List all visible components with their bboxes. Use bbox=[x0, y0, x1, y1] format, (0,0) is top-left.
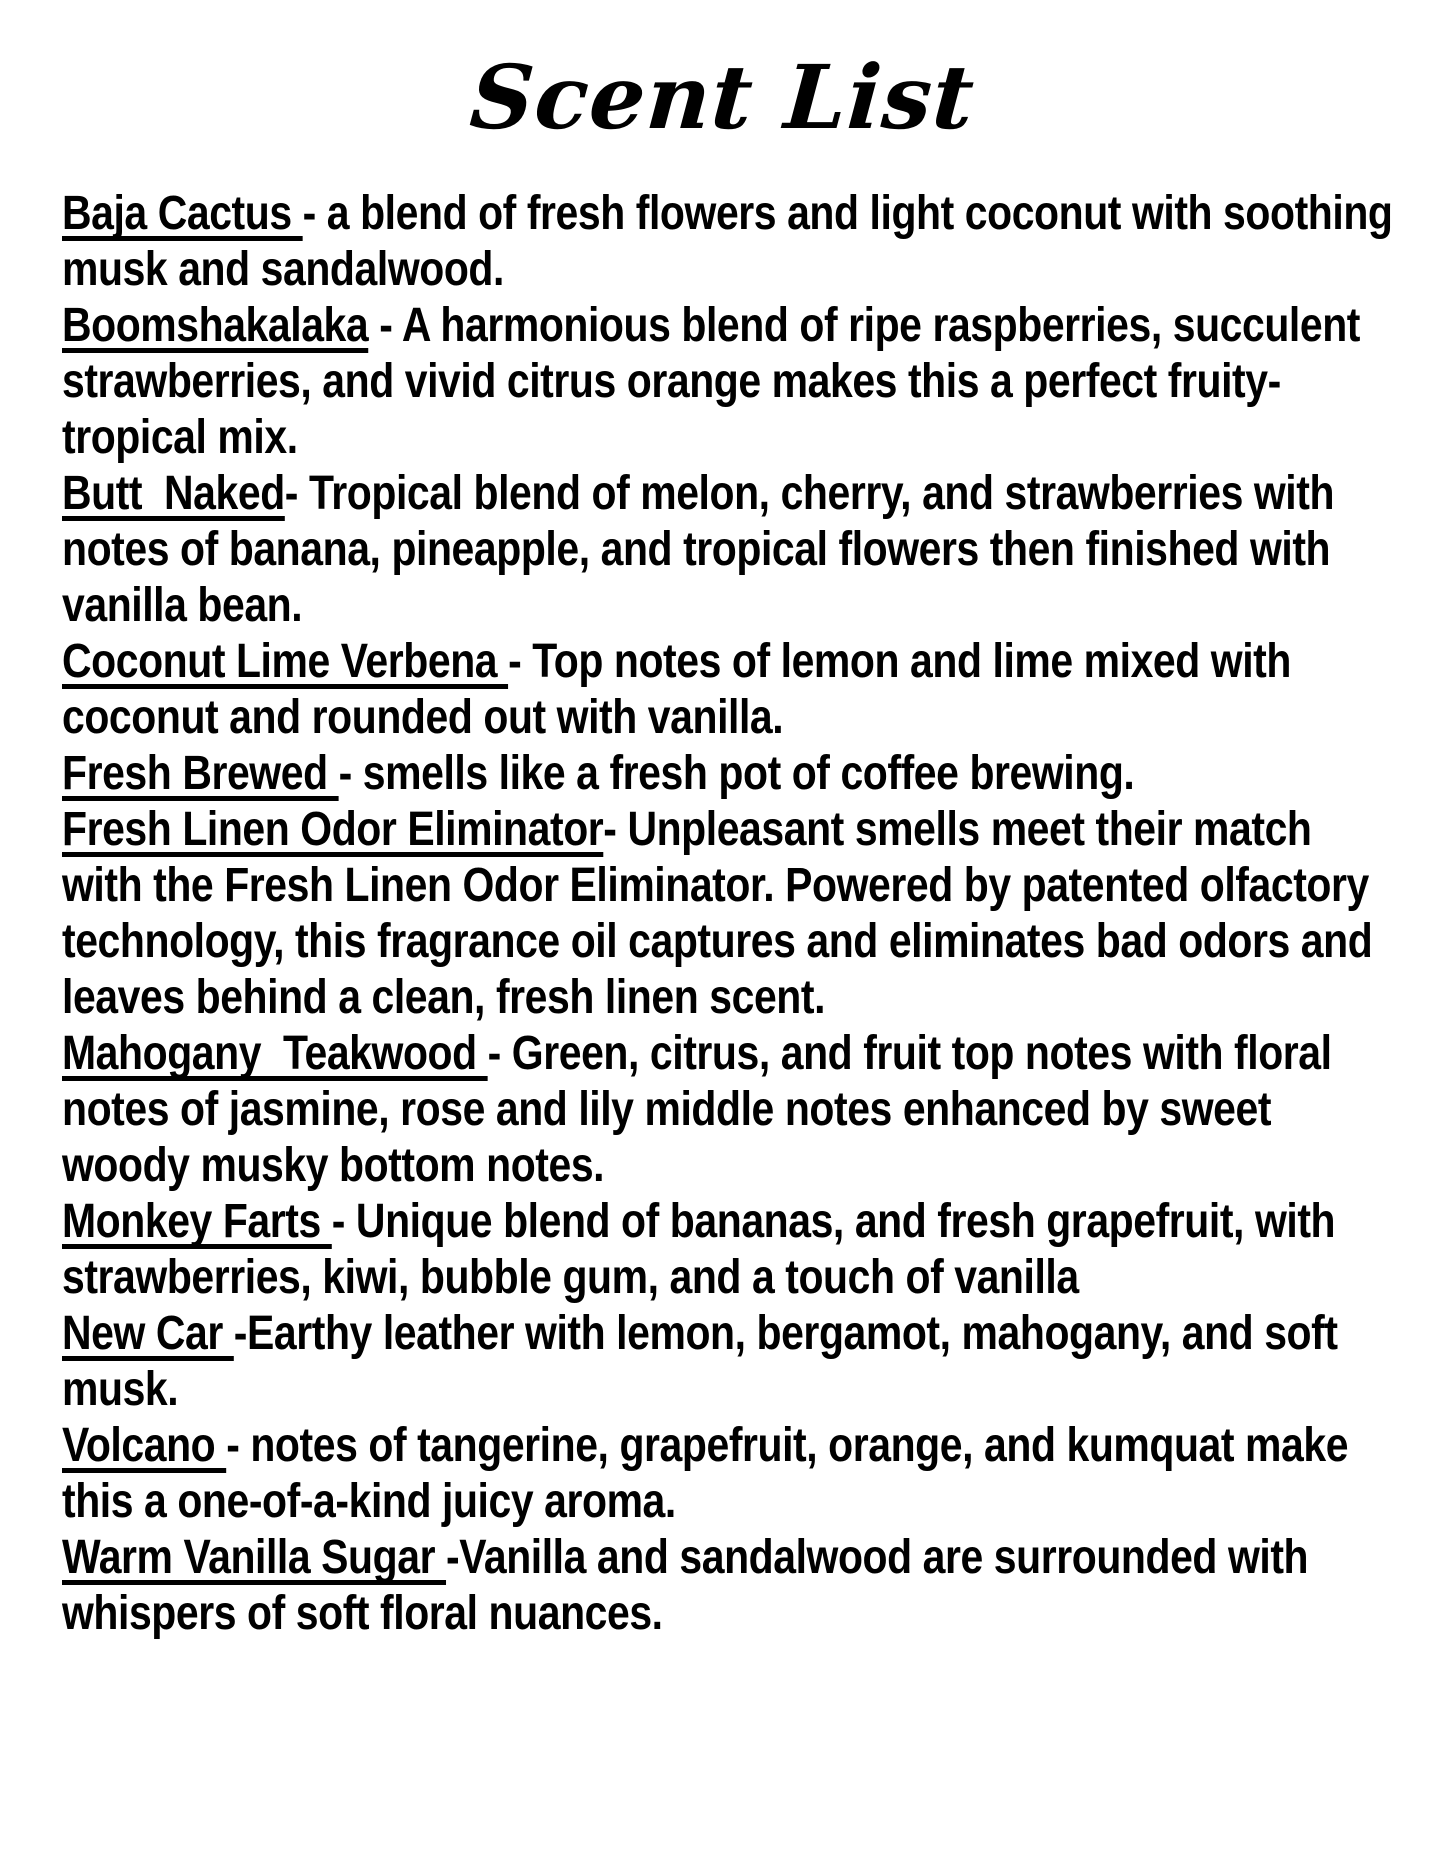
scent-entries bbox=[62, 186, 1404, 1642]
scent-entry-coconut-lime-verbena bbox=[62, 634, 1393, 746]
scent-description: - Tropical blend of melon, cherry, and strawberries with notes of banana, pineapple, and tropical flowers then finished with vanilla bean. bbox=[62, 467, 1346, 632]
scent-entry-fresh-linen-odor-eliminator bbox=[62, 802, 1393, 1026]
scent-entry-monkey-farts bbox=[62, 1194, 1393, 1306]
scent-name: Warm Vanilla Sugar bbox=[62, 1531, 447, 1584]
scent-name: Mahogany Teakwood bbox=[62, 1027, 488, 1080]
scent-name: Volcano bbox=[62, 1419, 227, 1472]
scent-description: - Unpleasant smells meet their match with the Fresh Linen Odor Eliminator. Powered by patented olfactory technology, this fragrance oil captures and eliminates bad odors and leaves behind a clean, fresh linen scent. bbox=[62, 803, 1384, 1024]
scent-description: - a blend of fresh flowers and light coconut with soothing musk and sandalwood. bbox=[62, 187, 1404, 296]
scent-entry-baja-cactus bbox=[62, 186, 1404, 298]
scent-name: Fresh Brewed bbox=[62, 747, 339, 800]
scent-entry-warm-vanilla-sugar bbox=[62, 1530, 1393, 1642]
scent-name: Coconut Lime Verbena bbox=[62, 635, 509, 688]
scent-description: - A harmonious blend of ripe raspberries, succulent strawberries, and vivid citrus orange makes this a perfect fruity-tropical mix. bbox=[62, 299, 1371, 464]
scent-name: New Car bbox=[62, 1307, 234, 1360]
scent-description: - Green, citrus, and fruit top notes with floral notes of jasmine, rose and lily middle notes enhanced by sweet woody musky bottom notes. bbox=[62, 1027, 1343, 1192]
scent-entry-boomshakalaka bbox=[62, 298, 1393, 466]
scent-entry-mahogany-teakwood bbox=[62, 1026, 1393, 1194]
scent-name: Monkey Farts bbox=[62, 1195, 332, 1248]
scent-name: Baja Cactus bbox=[62, 187, 303, 240]
scent-name: Butt Naked bbox=[62, 467, 285, 520]
scent-name: Fresh Linen Odor Eliminator bbox=[62, 803, 604, 856]
scent-description: - Unique blend of bananas, and fresh grapefruit, with strawberries, kiwi, bubble gum, and a touch of vanilla bbox=[62, 1195, 1347, 1304]
scent-description: -Vanilla and sandalwood are surrounded with whispers of soft floral nuances. bbox=[62, 1531, 1320, 1640]
scent-name: Boomshakalaka bbox=[62, 299, 369, 352]
scent-description: - smells like a fresh pot of coffee brewing. bbox=[338, 747, 1135, 800]
page-title: Scent List bbox=[466, 45, 979, 149]
scent-description: - notes of tangerine, grapefruit, orange, and kumquat make this a one-of-a-kind juicy aroma. bbox=[62, 1419, 1360, 1528]
scent-entry-volcano bbox=[62, 1418, 1393, 1530]
scent-description: -Earthy leather with lemon, bergamot, mahogany, and soft musk. bbox=[62, 1307, 1349, 1416]
scent-entry-new-car bbox=[62, 1306, 1393, 1418]
scent-entry-fresh-brewed bbox=[62, 746, 1393, 802]
scent-entry-butt-naked bbox=[62, 466, 1393, 634]
scent-description: - Top notes of lemon and lime mixed with coconut and rounded out with vanilla. bbox=[62, 635, 1302, 744]
